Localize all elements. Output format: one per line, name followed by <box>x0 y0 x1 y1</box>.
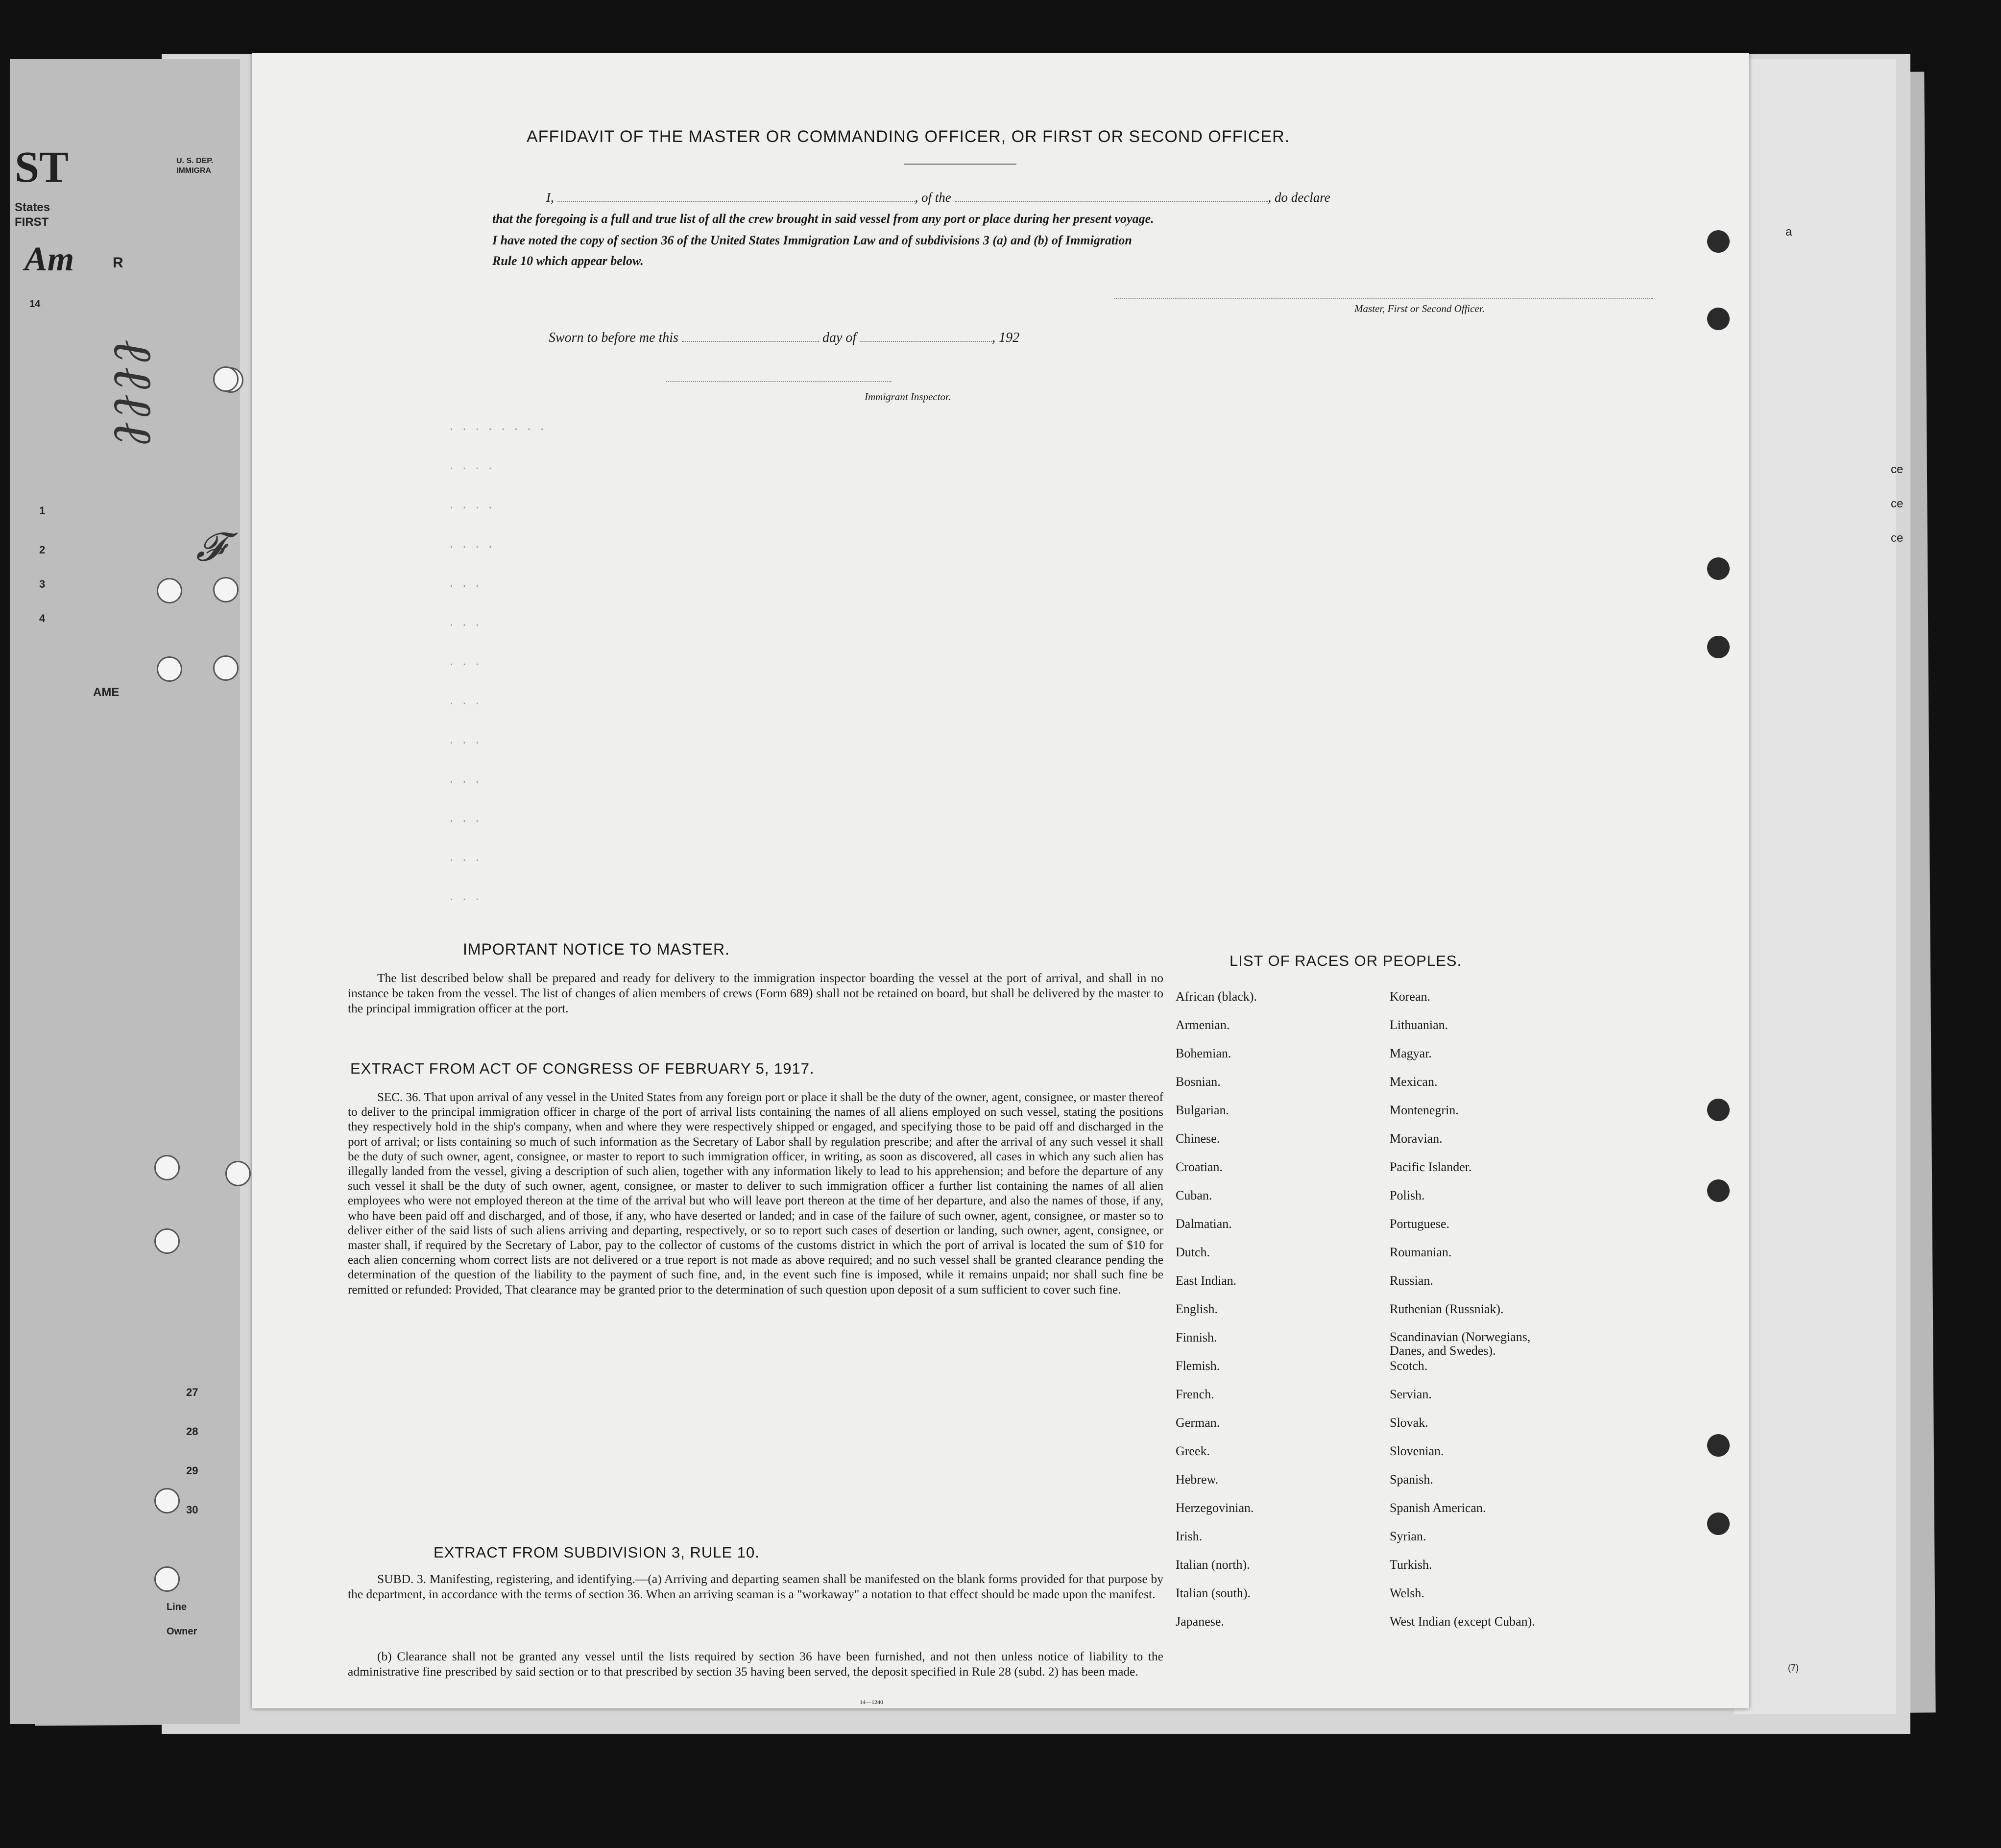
back-page-right-fragment: ce <box>1891 531 1904 545</box>
race-item: Slovak. <box>1390 1416 1428 1430</box>
race-item: Mexican. <box>1390 1075 1438 1089</box>
race-item: Montenegrin. <box>1390 1103 1459 1117</box>
affidavit-i: I, <box>546 190 554 205</box>
extract-rule-title: EXTRACT FROM SUBDIVISION 3, RULE 10. <box>434 1544 760 1561</box>
race-item: Irish. <box>1176 1529 1203 1543</box>
bleed-through-row: . . . <box>448 617 481 629</box>
day-of-text: day of <box>822 330 857 345</box>
race-item: Bulgarian. <box>1176 1103 1230 1117</box>
race-item: West Indian (except Cuban). <box>1390 1614 1535 1629</box>
notice-title: IMPORTANT NOTICE TO MASTER. <box>463 940 730 958</box>
back-page-first: FIRST <box>15 216 49 229</box>
master-signature-label: Master, First or Second Officer. <box>1354 303 1485 314</box>
affidavit-declare: , do declare <box>1268 190 1330 205</box>
back-page-right-fragment: ce <box>1891 463 1904 476</box>
race-item: Portuguese. <box>1390 1217 1450 1231</box>
back-page-am: Am <box>24 240 74 278</box>
bleed-through-row: . . . <box>448 696 481 708</box>
extract-act-body: SEC. 36. That upon arrival of any vessel in the United States from any foreign port or place it shall be the duty of the owner, agent, consignee, or master thereof to deliver to the principal immigration officer in charge of the port of arrival lists containing the names of all aliens employed on such vessel, stating the positions they respectively hold in the ship's company, when and where they were respectively shipped or engaged, and specifying those to be paid off and discharged in the port of arrival; or lists containing so much of such information as the Secretary of Labor shall by regulation prescribe; and after the arrival of any such vessel it shall be the duty of such owner, agent, consignee, or master to report to such immigration officer, in writing, as soon as discovered, all cases in which any such alien has illegally landed from the vessel, giving a description of such alien, together with any information likely to lead to his apprehension; and before the departure of any such vessel it shall be the duty of such owner, agent, consignee, or master to deliver to such immigration officer a further list containing the names of all alien employees who were not employed thereon at the time of the arrival but who will leave port thereon at the time of her departure, and also the names of those, if any, who have been paid off and discharged, and of those, if any, who have deserted or landed; and in case of the failure of such owner, agent, consignee, or master so to deliver either of the said lists of such aliens arriving and departing, respectively, or so to report such cases of desertion or landing, such owner, agent, consignee, or master shall, if required by the Secretary of Labor, pay to the collector of customs of the customs district in which the port of arrival is located the sum of $10 for each alien concerning whom correct lists are not delivered or a true report is not made as above required; and no such vessel shall be granted clearance pending the determination of the question of the liability to the payment of such fine, and, in the event such fine is imposed, while it remains unpaid; nor shall such fine be remitted or refunded: Provided, That clearance may be granted prior to the determination of such question upon deposit of a sum sufficient to cover such fine. <box>348 1091 1163 1296</box>
punch-hole <box>225 1161 251 1186</box>
race-item: Flemish. <box>1176 1359 1220 1373</box>
back-page-r: R <box>113 255 123 271</box>
affidavit-line-4: Rule 10 which appear below. <box>492 254 644 268</box>
bleed-through-row: . . . <box>448 656 481 669</box>
sworn-text: Sworn to before me this <box>549 330 678 345</box>
handwriting-scrawl: 𝓕 <box>196 524 225 570</box>
punch-hole <box>1707 636 1730 658</box>
day-blank <box>860 341 992 342</box>
race-item: German. <box>1176 1416 1220 1430</box>
race-item: Roumanian. <box>1390 1245 1452 1259</box>
punch-hole <box>157 578 182 603</box>
race-item: Syrian. <box>1390 1529 1426 1543</box>
race-item: English. <box>1176 1302 1218 1316</box>
race-item: Slovenian. <box>1390 1444 1444 1458</box>
race-item: Japanese. <box>1176 1614 1224 1629</box>
race-item: Scandinavian (Norwegians, Danes, and Swedes). <box>1390 1330 1531 1358</box>
back-row-number: 29 <box>186 1464 198 1477</box>
back-row-number: 2 <box>39 544 46 556</box>
back-page-line: Line <box>167 1602 187 1612</box>
affidavit-page <box>252 53 1749 1708</box>
notice-body: The list described below shall be prepared and ready for delivery to the immigration inspector boarding the vessel at the port of arrival, and shall in no instance be taken from the vessel. The list of changes of alien members of crews (Form 689) shall not be retained on board, but shall be delivered by the master to the principal immigration officer at the port. <box>348 971 1163 1015</box>
inspector-label: Immigrant Inspector. <box>865 391 951 403</box>
race-item: Bohemian. <box>1176 1046 1231 1060</box>
race-item: Magyar. <box>1390 1046 1432 1060</box>
race-item: Greek. <box>1176 1444 1210 1458</box>
back-row-number: 1 <box>39 504 46 517</box>
master-signature-line <box>1114 298 1653 299</box>
affidavit-line-3: I have noted the copy of section 36 of the United States Immigration Law and of subdivisions 3 (a) and (b) of Immigration <box>492 233 1132 247</box>
punch-hole <box>1707 308 1730 330</box>
punch-hole <box>1707 557 1730 580</box>
affidavit-line-2: that the foregoing is a full and true list of all the crew brought in said vessel from any port or place during her present voyage. <box>492 212 1154 226</box>
back-row-number: 28 <box>186 1425 198 1438</box>
race-item: Turkish. <box>1390 1558 1432 1572</box>
races-title: LIST OF RACES OR PEOPLES. <box>1230 952 1462 969</box>
left-back-pages <box>10 59 240 1724</box>
form-number: 14—1240 <box>860 1699 883 1705</box>
punch-hole <box>1707 1434 1730 1457</box>
race-item: Dutch. <box>1176 1245 1210 1259</box>
bleed-through-row: . . . <box>448 852 481 864</box>
punch-hole <box>213 577 239 602</box>
races-column-1 <box>1176 989 1257 1643</box>
race-item: Italian (north). <box>1176 1558 1250 1572</box>
punch-hole <box>154 1566 180 1592</box>
affidavit-line-1 <box>546 190 1330 205</box>
handwriting-scrawl: ℓℓℓℓ <box>102 339 165 449</box>
race-item: Spanish. <box>1390 1472 1433 1487</box>
extract-act-title: EXTRACT FROM ACT OF CONGRESS OF FEBRUARY 5, 1917. <box>350 1060 815 1077</box>
race-item: Armenian. <box>1176 1018 1230 1032</box>
back-page-form-number: (7) <box>1788 1663 1799 1673</box>
back-row-number: 4 <box>39 612 46 624</box>
punch-hole <box>213 366 239 392</box>
bleed-through-row: . . . <box>448 813 481 825</box>
back-row-number: 3 <box>39 578 46 590</box>
race-item: Finnish. <box>1176 1330 1217 1344</box>
vessel-blank <box>955 201 1268 202</box>
back-page-right-fragment: ce <box>1891 497 1904 510</box>
bleed-through-row: . . . . . . . . <box>448 421 546 433</box>
bleed-through-row: . . . <box>448 891 481 904</box>
race-item: Russian. <box>1390 1273 1433 1288</box>
race-item: Hebrew. <box>1176 1472 1219 1487</box>
year-text: , 192 <box>992 330 1020 345</box>
inspector-signature-line <box>666 381 892 382</box>
affidavit-of-the: , of the <box>915 190 951 205</box>
punch-hole <box>154 1228 180 1254</box>
race-item: Polish. <box>1390 1188 1425 1202</box>
race-item: African (black). <box>1176 989 1257 1004</box>
back-page-dept: U. S. DEP. <box>176 157 214 165</box>
punch-hole <box>1707 1512 1730 1535</box>
back-row-number: 30 <box>186 1504 198 1516</box>
race-item: Cuban. <box>1176 1188 1212 1202</box>
back-page-immig: IMMIGRA <box>176 167 212 175</box>
bleed-through-row: . . . <box>448 578 481 590</box>
race-item: Croatian. <box>1176 1160 1223 1174</box>
race-item: French. <box>1176 1387 1214 1401</box>
bleed-through-row: . . . <box>448 774 481 786</box>
race-item: Moravian. <box>1390 1131 1443 1146</box>
race-item: Korean. <box>1390 989 1431 1004</box>
race-item: Spanish American. <box>1390 1501 1486 1515</box>
punch-hole <box>157 656 182 682</box>
races-column-2 <box>1390 989 1556 1643</box>
race-item: East Indian. <box>1176 1273 1237 1288</box>
bleed-through-row: . . . . <box>448 460 494 473</box>
bleed-through-row: . . . . <box>448 539 494 551</box>
race-item: Lithuanian. <box>1390 1018 1448 1032</box>
divider <box>904 164 1016 165</box>
affidavit-title: AFFIDAVIT OF THE MASTER OR COMMANDING OFFICER, OR FIRST OR SECOND OFFICER. <box>527 127 1290 146</box>
race-item: Herzegovinian. <box>1176 1501 1254 1515</box>
back-page-right-fragment: a <box>1785 225 1792 239</box>
back-page-14: 14 <box>29 299 41 310</box>
extract-rule-body-b: (b) Clearance shall not be granted any vessel until the lists required by section 36 have been furnished, and not then unless notice of liability to the administrative fine prescribed by said section or to that prescribed by section 35 having been served, the deposit specified in Rule 28 (subd. 2) has been made. <box>348 1649 1163 1679</box>
race-item: Servian. <box>1390 1387 1432 1401</box>
back-page-title-fragment: ST <box>15 143 69 192</box>
punch-hole <box>1707 1179 1730 1202</box>
back-sheet-right <box>1734 59 1896 1714</box>
race-item: Chinese. <box>1176 1131 1220 1146</box>
sworn-line <box>549 330 1019 346</box>
punch-hole <box>154 1488 180 1513</box>
bleed-through-row: . . . <box>448 735 481 747</box>
race-item: Pacific Islander. <box>1390 1160 1472 1174</box>
back-row-number: 27 <box>186 1386 198 1398</box>
back-page-states: States <box>15 201 50 214</box>
name-blank <box>557 201 915 202</box>
punch-hole <box>213 655 239 681</box>
race-item: Italian (south). <box>1176 1586 1251 1600</box>
race-item: Welsh. <box>1390 1586 1424 1600</box>
back-page-owner: Owner <box>167 1626 197 1637</box>
punch-hole <box>154 1155 180 1180</box>
race-item: Ruthenian (Russniak). <box>1390 1302 1504 1316</box>
race-item: Scotch. <box>1390 1359 1428 1373</box>
race-item: Bosnian. <box>1176 1075 1221 1089</box>
race-item: Dalmatian. <box>1176 1217 1232 1231</box>
bleed-through-row: . . . . <box>448 500 494 512</box>
extract-rule-body-a: SUBD. 3. Manifesting, registering, and identifying.—(a) Arriving and departing seamen shall be manifested on the blank forms provided for that purpose by the department, in accordance with the terms of section 36. When an arriving seaman is a "workaway" a notation to that effect should be made upon the manifest. <box>348 1572 1163 1601</box>
sworn-blank <box>682 341 819 342</box>
back-page-ame: AME <box>93 686 120 699</box>
punch-hole <box>1707 230 1730 253</box>
punch-hole <box>1707 1099 1730 1121</box>
